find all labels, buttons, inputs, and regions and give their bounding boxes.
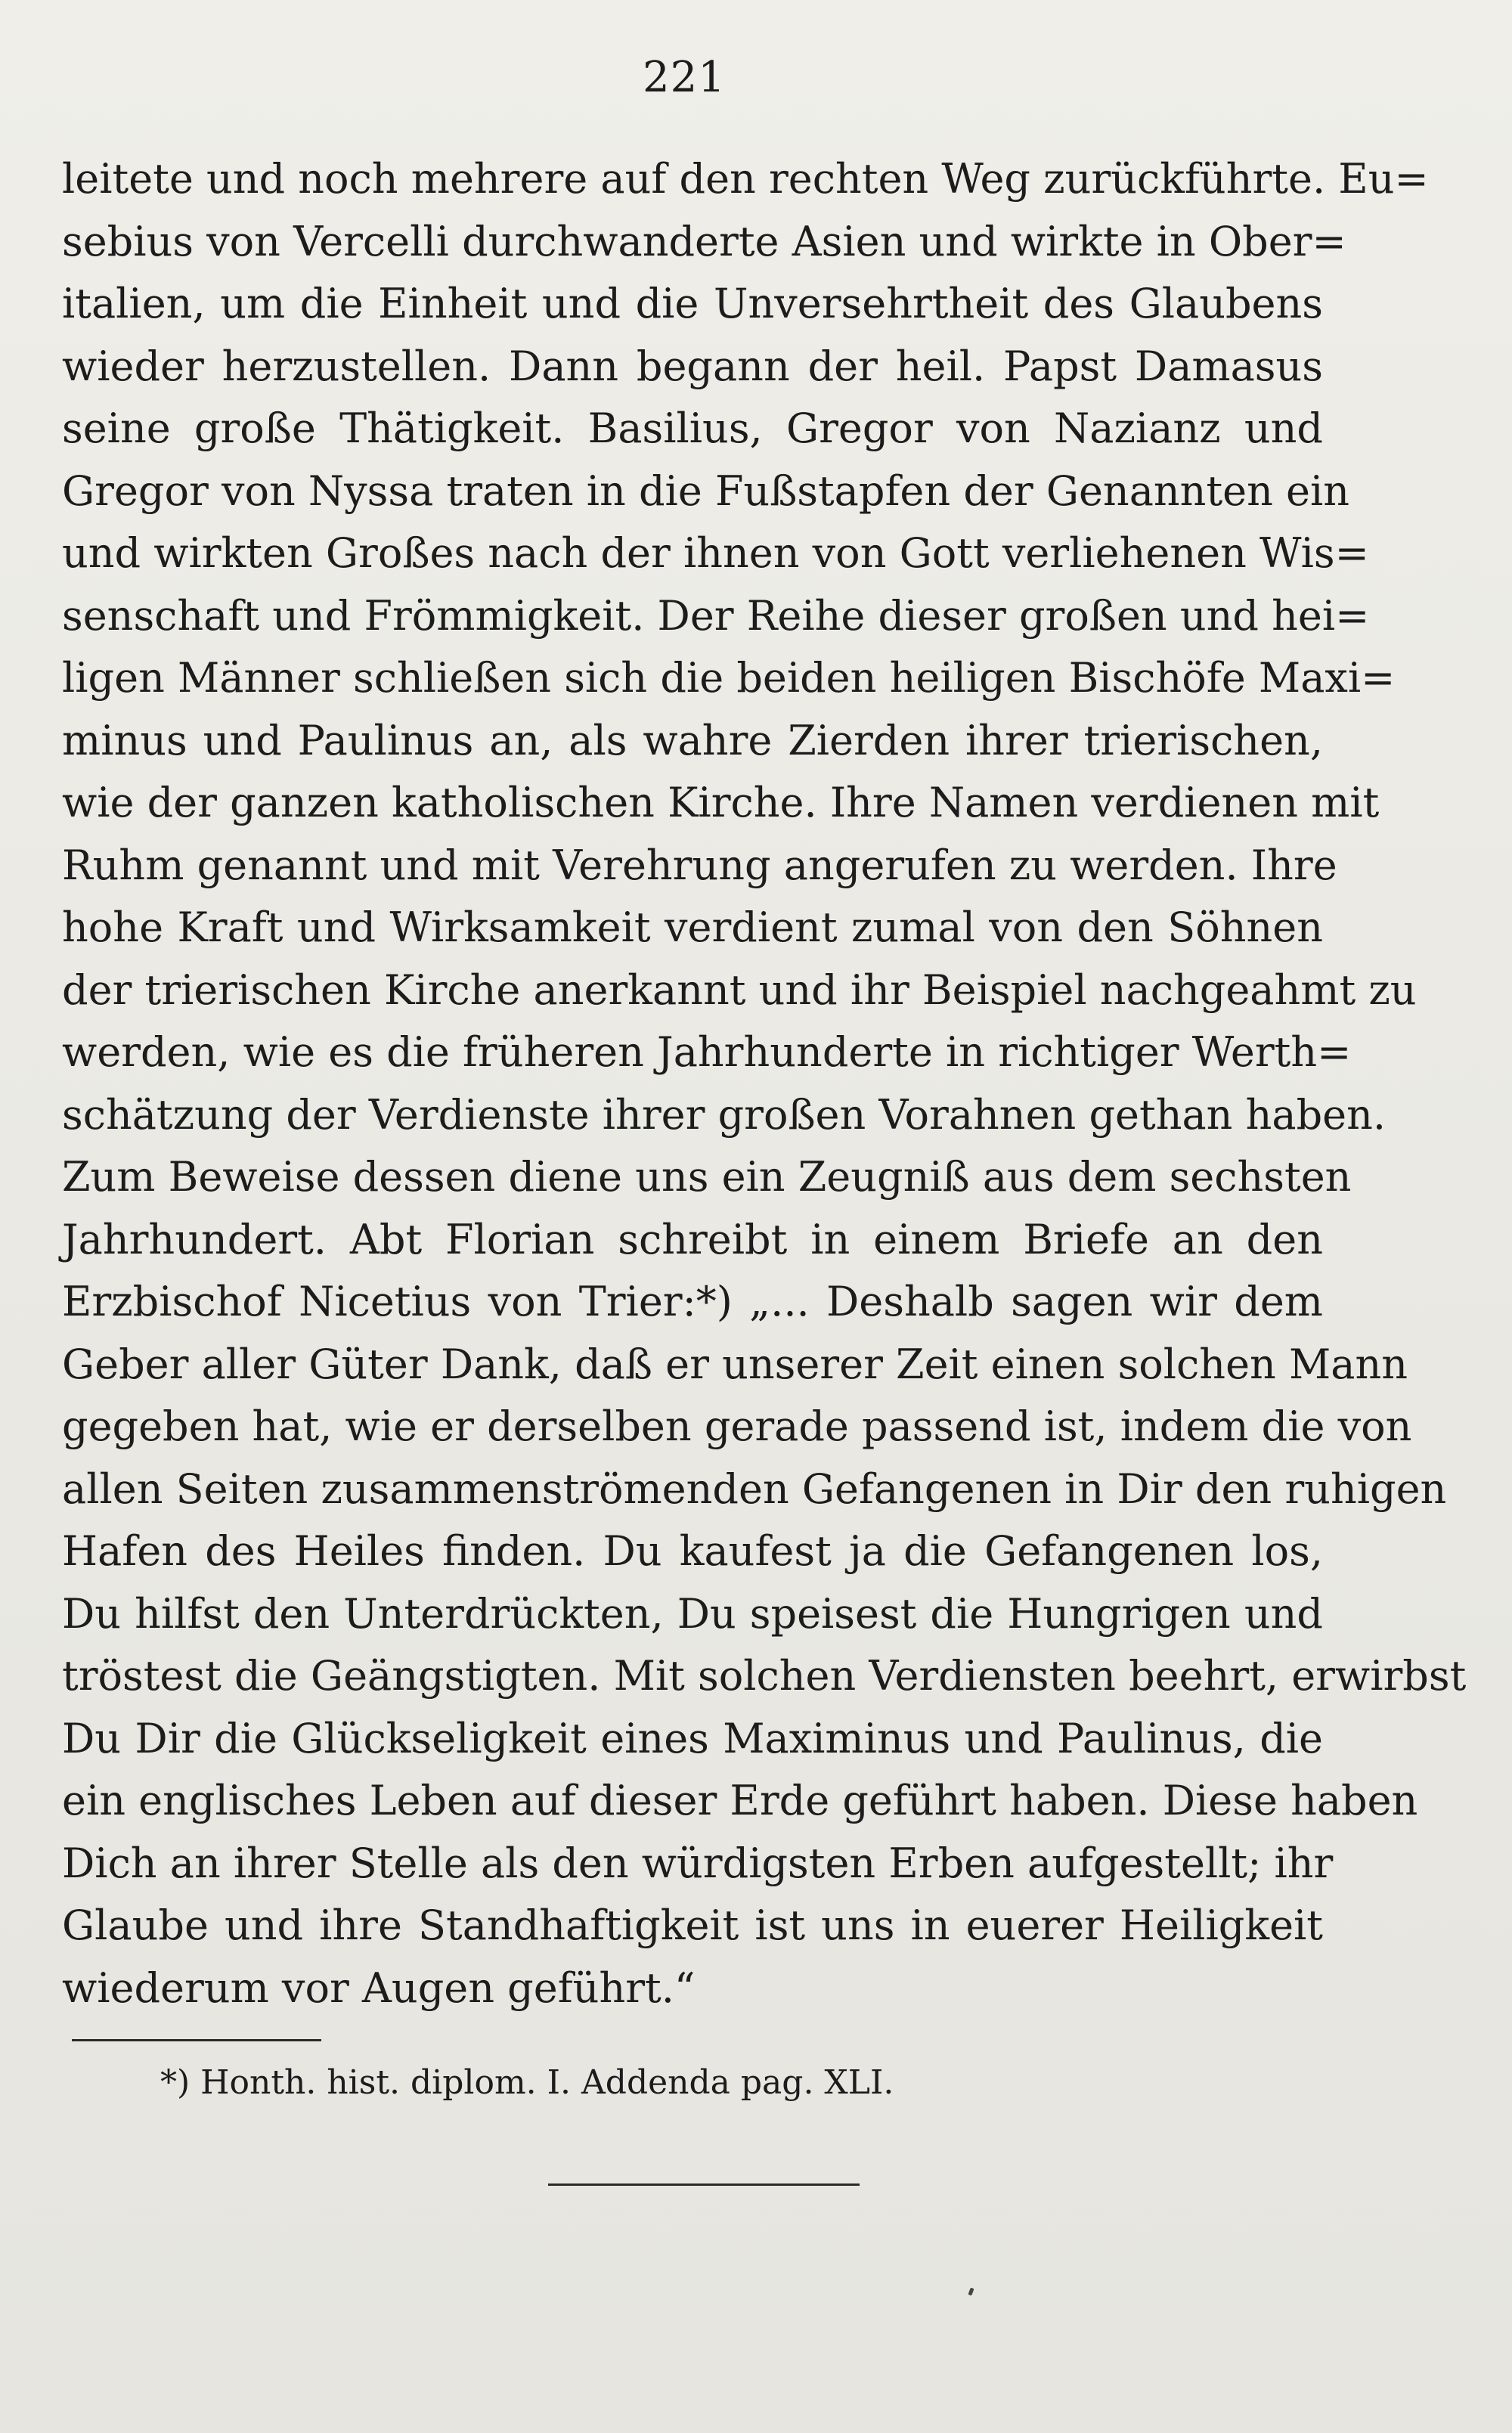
text-line: minus und Paulinus an, als wahre Zierden ihrer trierischen, bbox=[62, 716, 1323, 764]
text-line: ligen Männer schließen sich die beiden heiligen Bischöfe Maxi= bbox=[62, 654, 1396, 702]
text-line: werden, wie es die früheren Jahrhunderte in richtiger Werth= bbox=[62, 1028, 1352, 1076]
text-line: hohe Kraft und Wirksamkeit verdient zumal von den Söhnen bbox=[62, 903, 1323, 951]
text-line: Du hilfst den Unterdrückten, Du speisest die Hungrigen und bbox=[62, 1589, 1323, 1638]
text-line: Zum Beweise dessen diene uns ein Zeugniß aus dem sechsten bbox=[62, 1153, 1352, 1201]
text-line: Du Dir die Glückseligkeit eines Maximinus und Paulinus, die bbox=[62, 1714, 1323, 1762]
text-line: Erzbischof Nicetius von Trier:*) „... Deshalb sagen wir dem bbox=[62, 1278, 1323, 1325]
print-speck bbox=[968, 2287, 974, 2295]
text-line: leitete und noch mehrere auf den rechten Weg zurückführte. Eu= bbox=[62, 155, 1429, 203]
text-line: Hafen des Heiles finden. Du kaufest ja die Gefangenen los, bbox=[62, 1527, 1323, 1575]
text-line: Dich an ihrer Stelle als den würdigsten Erben aufgestellt; ihr bbox=[62, 1839, 1334, 1887]
text-line: italien, um die Einheit und die Unversehrtheit des Glaubens bbox=[62, 280, 1323, 327]
text-line: tröstest die Geängstigten. Mit solchen Verdiensten beehrt, erwirbst bbox=[62, 1652, 1467, 1700]
text-line: allen Seiten zusammenströmenden Gefangenen in Dir den ruhigen bbox=[62, 1464, 1447, 1513]
footnote-divider bbox=[72, 2039, 321, 2041]
text-line: seine große Thätigkeit. Basilius, Gregor von Nazianz und bbox=[62, 404, 1323, 452]
footnote: *) Honth. hist. diplom. I. Addenda pag. XLI. bbox=[160, 2063, 894, 2102]
text-line: wieder herzustellen. Dann begann der heil. Papst Damasus bbox=[62, 342, 1323, 390]
text-line: senschaft und Frömmigkeit. Der Reihe dieser großen und hei= bbox=[62, 591, 1370, 640]
text-line: Jahrhundert. Abt Florian schreibt in einem Briefe an den bbox=[62, 1215, 1323, 1263]
text-line: schätzung der Verdienste ihrer großen Vorahnen gethan haben. bbox=[62, 1090, 1387, 1139]
text-line: Ruhm genannt und mit Verehrung angerufen zu werden. Ihre bbox=[62, 841, 1337, 889]
text-line: und wirkten Großes nach der ihnen von Gott verliehenen Wis= bbox=[62, 529, 1369, 577]
text-line: Gregor von Nyssa traten in die Fußstapfen der Genannten ein bbox=[62, 466, 1350, 515]
text-line: wie der ganzen katholischen Kirche. Ihre Namen verdienen mit bbox=[62, 779, 1380, 826]
text-line: wiederum vor Augen geführt.“ bbox=[62, 1963, 696, 2012]
text-line: ein englisches Leben auf dieser Erde geführt haben. Diese haben bbox=[62, 1777, 1418, 1824]
text-line: gegeben hat, wie er derselben gerade passend ist, indem die von bbox=[62, 1402, 1412, 1450]
text-line: Glaube und ihre Standhaftigkeit ist uns in euerer Heiligkeit bbox=[62, 1901, 1323, 1949]
text-line: Geber aller Güter Dank, daß er unserer Zeit einen solchen Mann bbox=[62, 1340, 1408, 1388]
page-number: 221 bbox=[643, 53, 726, 102]
text-line: der trierischen Kirche anerkannt und ihr Beispiel nachgeahmt zu bbox=[62, 965, 1417, 1014]
body-text bbox=[62, 148, 1467, 2019]
text-line: sebius von Vercelli durchwanderte Asien und wirkte in Ober= bbox=[62, 217, 1346, 265]
end-divider bbox=[548, 2184, 860, 2186]
